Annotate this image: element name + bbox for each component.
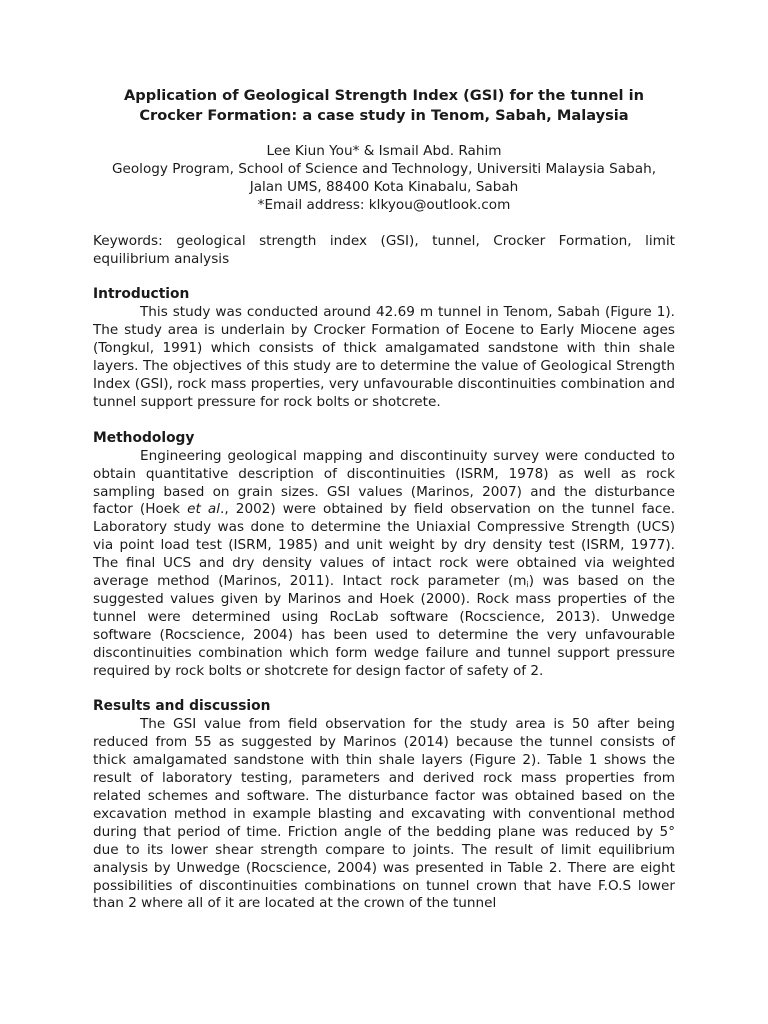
paper-title xyxy=(93,86,675,125)
title-line-1: Application of Geological Strength Index (GSI) for the tunnel in xyxy=(124,87,644,104)
methodology-subscript: i xyxy=(526,580,529,590)
author-email: *Email address: klkyou@outlook.com xyxy=(257,196,511,213)
author-names: Lee Kiun You* & Ismail Abd. Rahim xyxy=(266,143,502,159)
affiliation-line-2: Jalan UMS, 88400 Kota Kinabalu, Sabah xyxy=(249,178,519,195)
paper-content xyxy=(93,86,675,913)
title-line-2: Crocker Formation: a case study in Tenom, Sabah, Malaysia xyxy=(139,106,629,124)
section-introduction xyxy=(93,286,675,411)
author-block xyxy=(93,143,675,215)
methodology-et-al: et al xyxy=(187,501,221,518)
methodology-text-3: ) was based on the suggested values given by Marinos and Hoek (2000). Rock mass properties of the tunnel were determined using RocLab software (Rocscience, 2013). Unwedge software (Rocscience, 2004) has been used to determine the very unfavourable discontinuities combination which form wedge failure and tunnel support pressure required by rock bolts or shotcrete for design factor of safety of 2. xyxy=(93,573,675,679)
results-heading: Results and discussion xyxy=(93,698,271,715)
methodology-text-1: Engineering geological mapping and discontinuity survey were conducted to obtain quantitative description of discontinuities (ISRM, 1978) as well as rock sampling based on grain sizes. GSI values (Marinos, 2007) and the disturbance factor (Hoek xyxy=(93,447,675,518)
section-methodology xyxy=(93,430,675,681)
results-paragraph: The GSI value from field observation for the study area is 50 after being reduced from 55 as suggested by Marinos (2014) because the tunnel consists of thick amalgamated sandstone with thin shale layers (Figure 2). Table 1 shows the result of laboratory testing, parameters and derived rock mass properties from related schemes and software. The disturbance factor was obtained based on the excavation method in example blasting and excavating with conventional method during that period of time. Friction angle of the bedding plane was reduced by 5° due to its lower shear strength compare to joints. The result of limit equilibrium analysis by Unwedge (Rocscience, 2004) was presented in Table 2. There are eight possibilities of discontinuities combinations on tunnel crown that have F.O.S lower than 2 where all of it are located at the crown of the tunnel xyxy=(93,716,675,912)
methodology-heading: Methodology xyxy=(93,429,195,446)
methodology-paragraph xyxy=(93,448,675,681)
keywords: Keywords: geological strength index (GSI), tunnel, Crocker Formation, limit equilibrium analysis xyxy=(93,232,675,267)
introduction-heading: Introduction xyxy=(93,286,190,303)
introduction-paragraph: This study was conducted around 42.69 m tunnel in Tenom, Sabah (Figure 1). The study area is underlain by Crocker Formation of Eocene to Early Miocene ages (Tongkul, 1991) which consists of thick amalgamated sandstone with thin shale layers. The objectives of this study are to determine the value of Geological Strength Index (GSI), rock mass properties, very unfavourable discontinuities combination and tunnel support pressure for rock bolts or shotcrete. xyxy=(93,304,675,410)
affiliation-line-1: Geology Program, School of Science and Technology, Universiti Malaysia Sabah, xyxy=(111,160,657,177)
methodology-text-2: ., 2002) were obtained by field observation on the tunnel face. Laboratory study was done to determine the Uniaxial Compressive Strength (UCS) via point load test (ISRM, 1985) and unit weight by dry density test (ISRM, 1977). The final UCS and dry density values of intact rock were obtained via weighted average method (Marinos, 2011). Intact rock parameter (m xyxy=(93,501,676,590)
section-results xyxy=(93,698,675,913)
